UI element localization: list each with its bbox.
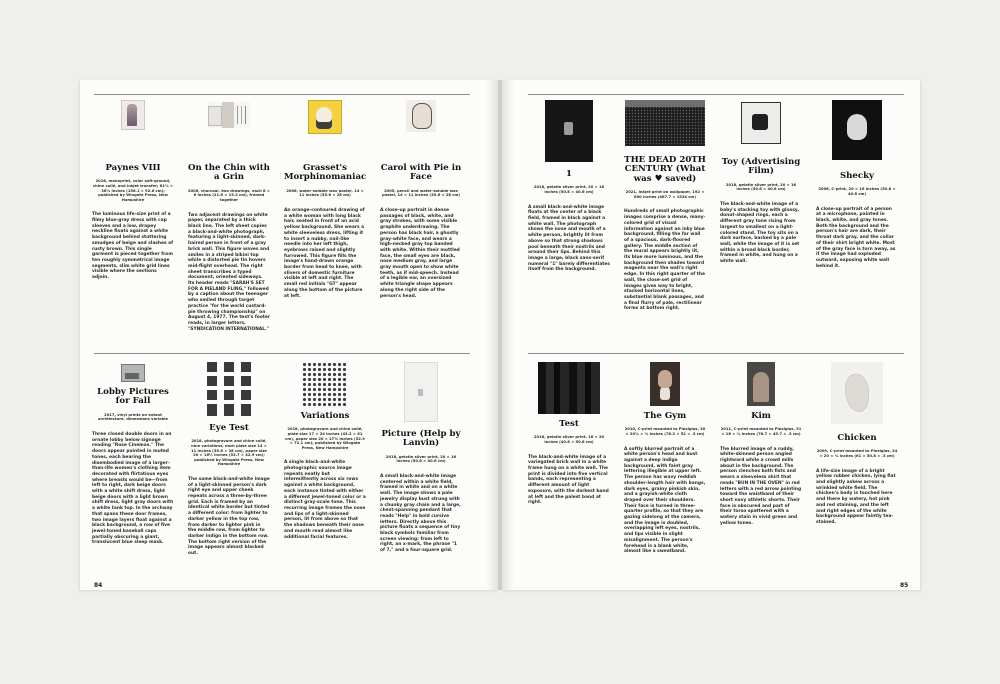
artwork-details: 2011, C-print mounted to Plexiglas, 31 × 18 × ⅛ inches (78.7 × 45.7 × .3 cm) (720, 427, 802, 436)
artwork-details: 2005, pencil and water-soluble wax pastel, 14 × 11 inches (35.6 × 28 cm) (382, 188, 460, 198)
artwork-description: The black-and-white image of a variegated brick wall in a white frame hung on a white wall. The print is divided into five vertical bands, each representing a different amount of light exposure, with the darkest band at left and the palest band at right. (528, 454, 609, 506)
artwork-title: Carol with Pie in Face (380, 163, 462, 183)
framed-photo-icon (545, 100, 593, 162)
artwork-description: A single black-and-white photographic source image repeats neatly but intermittently across six rows against a white background, each instance tinted with either a different jewel-toned color or a distinct gray-scale tone. This recurring image frames the nose and lips of a light-skinned person, lit from above so that the shadows beneath their nose and mouth read almost like additional facial features. (284, 460, 366, 540)
gym-portrait-icon (650, 362, 680, 406)
chicken-photo-icon (831, 362, 883, 424)
artwork-entry (188, 360, 270, 557)
left-page (80, 80, 498, 590)
artwork-title: Eye Test (209, 423, 249, 433)
grid-prints-icon (207, 362, 251, 416)
artwork-title: Shecky (839, 171, 875, 181)
artwork-title: THE DEAD 20TH CENTURY (What was ♥ saved) (624, 155, 706, 184)
artwork-details: 2018, gelatin silver print, 16 × 20 inches (40.6 × 50.8 cm) (533, 435, 605, 444)
artwork-title: Grasset's Morphinomaniac (284, 163, 367, 183)
artwork-details: 2018, gelatin silver print, 20 × 16 inches (50.8 × 40.6 cm) (385, 454, 457, 464)
artwork-title: Variations (300, 411, 350, 421)
artwork-entry (816, 100, 898, 269)
artwork-description: The luminous life-size print of a filmy blue-gray dress with cap sleeves and a low, drapey neckline floats against a white background behind stuttering smudges of beige and slashes of rusty brown. This single garment is pieced together from ten roughly symmetrical image segments, slim white grid lines visible where the sections adjoin. (92, 212, 174, 281)
artwork-description: A small black-and-white image floats at the center of a black field, framed in black against a white wall. The photograph shows the nose and mouth of a white person, brightly lit from above so that strong shadows pool beneath their nostrils and around their lips. Behind this image a large, black sans-serif numeral "1" barely differentiates itself from the background. (528, 204, 610, 273)
artwork-entry (624, 100, 706, 312)
wallpaper-photo-icon (625, 100, 705, 146)
artwork-description: The black-and-white image of a baby's stacking toy with glossy, donut-shaped rings, each a different gray tone rising from largest to smallest on a light-colored stand. The toy sits on a dark surface, backed by a pale wall, while the image of it is set within a broad black border, framed in white, and hung on a white wall. (720, 202, 800, 265)
portrait-painting-icon (308, 100, 342, 134)
artwork-description: The blurred image of a ruddy, white-skinned person angled rightward while a crowd mills about in the background. The person clenches both fists and wears a sleeveless shirt that reads "BUN IN THE OVEN" in red letters with a red arrow pointing toward the waistband of their short navy athletic shorts. Their face is obscured and part of their torso spattered with a watery stain in vivid green and yellow tones. (720, 446, 802, 526)
artwork-entry (92, 360, 174, 546)
artwork-description: The same black-and-white image of a light-skinned person's dark right eye and upper cheek repeats across a three-by-three grid. Each is framed by an identical white border but tinted a different color: from lighter to darker yellow in the top row, from darker to lighter pink in the middle row, from lighter to darker indigo in the bottom row. The bottom right version of the image appears almost blacked out. (188, 476, 270, 557)
artwork-title: 1 (566, 169, 572, 179)
artwork-details: 2009, C-print mounted to Plexiglas, 24 × 20 × ⅛ inches (61 × 50.8 × .3 cm) (816, 449, 898, 458)
toy-photo-icon (741, 102, 781, 144)
artwork-title: Paynes VIII (105, 163, 161, 173)
artwork-details: 2021, inkjet print on wallpaper, 192 × 600 inches (487.7 × 1524 cm) (625, 190, 705, 199)
artwork-entry (528, 100, 610, 273)
striped-photo-icon (538, 362, 600, 414)
artwork-title: Picture (Help by Lanvin) (381, 429, 461, 449)
artwork-description: An orange-contoured drawing of a white woman with long black hair, seated in front of an acid yellow background. She wears a white sleeveless dress, lifting it to insert a nubby, nail-like needle into her left thigh, eyebrows raised and slightly furrowed. This figure fills the image's hand-drawn orange border from head to knee, with slivers of domestic furniture visible at left and right. The small red initials "GT" appear along the bottom of the picture at left. (284, 208, 365, 299)
page-number: 85 (900, 582, 909, 589)
artwork-details: 2016, monoprint, color soft-ground, chine collé, and inkjet transfer; 61⅞ × 36⅞ inches (156.1 × 92.6 cm); published by Wingate Press, New Hampshire (92, 179, 173, 202)
framed-print-icon (404, 362, 438, 422)
artwork-entry (188, 100, 270, 332)
artwork-entry (284, 100, 366, 299)
doors-photo-icon (121, 364, 145, 382)
artwork-details: 2006, charcoal, two drawings, each 8 × 6 inches (21.6 × 15.2 cm), framed together (188, 188, 270, 202)
top-rule (94, 94, 470, 95)
page-number: 84 (94, 582, 103, 589)
mosaic-grid-icon (302, 362, 348, 408)
drawing-diptych-icon (208, 102, 250, 128)
artwork-title: Lobby Pictures for Fall (97, 387, 169, 407)
artwork-description: Two adjacent drawings on white paper, separated by a thick black line. The left sheet copies a black-and-white photograph, featuring a light-skinned, dark-haired person in front of a gray brick wall. This figure waves and smiles in a striped bikini top while a distorted pie tin hovers mid-flight overhead. The right sheet transcribes a typed document, oriented sideways. Its header reads "SARAH'S SET FOR A PIELAND FLING," followed by a caption about the teenager who smiled through target practice "for the world custard-pie throwing championship" on August 4, 1977. The text's footer reads, in larger letters, "SYNDICATION INTERNATIONAL." (188, 212, 271, 332)
artwork-entry (92, 100, 174, 281)
artwork-description: Hundreds of small photographic images comprise a dense, many-colored grid of visual information against an inky blue background, filling the far wall of a spacious, dark-floored gallery. The middle section of the mural appears brightly lit, its blue more luminous, and the background then shades toward magenta near the wall's right edge. In this right quarter of the wall, the close-set grid of images gives way to bright, stacked horizontal lines, substantial blank passages, and a final flurry of pale, rectilinear forms at bottom right. (624, 209, 706, 312)
top-rule (528, 94, 904, 95)
artwork-details: 2018, gelatin silver print, 20 × 16 inches (50.8 × 40.6 cm) (725, 182, 797, 192)
kim-portrait-icon (747, 362, 775, 406)
artwork-details: 2018, photogravure and chine collé, plate size 17 × 24 inches (43.2 × 61 cm), paper size 20 × 27⅝ inches (52.9 × 72.1 cm); published by Wingate Press, New Hampshire (285, 427, 365, 450)
right-page (502, 80, 920, 590)
artwork-description: A close-up portrait in dense passages of black, white, and gray strokes, with some visible graphite underdrawing. The person has black hair, a ghostly gray-white face, and wears a high-necked gray top banded with white. Within their mottled face, the small eyes are black, nose medium gray, and large gray mouth open to show white teeth, as if mid-speech. Instead of a legible ear, an oversized white triangle shape appears along the right side of the person's head. (380, 208, 460, 299)
artwork-description: A life-size image of a bright yellow rubber chicken, lying flat and slightly askew across a wrinkled white field. The chicken's body is touched here and there by watery, hot pink and red staining, and the left and right edges of the white background appear faintly tea-stained. (816, 468, 896, 525)
artwork-entry (624, 360, 706, 555)
artwork-details: 2018, photogravure and chine collé, nine variations, each plate size 14 × 11 inches (35.6 × 28 cm), paper size 20 × 16½ inches (52.7 × 42.9 cm); published by Wingate Press, New Hampshire (191, 439, 267, 467)
artwork-entry (380, 360, 462, 554)
middle-rule (94, 353, 470, 354)
artwork-title: Test (559, 419, 579, 429)
portrait-photo-icon (832, 100, 882, 160)
middle-rule (528, 353, 904, 354)
artwork-description: A close-up portrait of a person at a microphone, painted in black, white, and gray tones. Both the background and the person's hair are dark, their throat dark gray, and the collar of their shirt bright white. Most of the gray face is torn away, as if the image had exploded outward, exposing white wall behind it. (816, 206, 896, 269)
artwork-details: 2006, C-print, 20 × 16 inches (50.8 × 40.6 cm) (818, 187, 896, 196)
artwork-details: 2018, gelatin silver print, 20 × 16 inches (50.8 × 40.6 cm) (533, 185, 605, 194)
artwork-entry (380, 100, 462, 299)
dress-artwork-icon (121, 100, 145, 130)
artwork-title: The Gym (643, 411, 687, 421)
artwork-entry (528, 360, 610, 506)
artwork-title: Chicken (837, 433, 877, 443)
artwork-description: Three closed double doors in an ornate lobby below signage reading "Rose Cinemas." The doors appear painted in muted tones, each bearing the disembodied image of a larger-than-life women's clothing item decorated with flirtatious eyes where breasts would be—from left to right, dark beige doors with a white shift dress, light beige doors with a light brown shift dress, light gray doors with a white tank top. In the archway that spans these door frames, two image layers float against a black background, a row of five jewel-toned baseball caps partially obscuring a giant, translucent blue sleep mask. (92, 432, 174, 546)
artwork-description: A small black-and-white image centered within a white field, framed in white and on a white wall. The image shows a pale jewelry display bust strung with a chunky gray chain and a large, chest-spanning pendant that reads "Help" in bold cursive letters. Directly above this picture floats a sequence of tiny black symbols familiar from screen viewing: from left to right, an x-mark, the phrase "1 of 7," and a four-square grid. (380, 474, 461, 554)
face-drawing-icon (406, 100, 436, 132)
artwork-entry (816, 360, 898, 526)
artwork-details: 2010, C-print mounted to Plexiglas, 30 × 20⅞ × ⅛ inches (76.2 × 52 × .3 cm) (624, 427, 706, 436)
artwork-entry (720, 100, 802, 265)
artwork-entry (720, 360, 802, 526)
artwork-entry (284, 360, 366, 540)
artwork-details: 2017, vinyl prints on extant architecture, dimensions variable (97, 412, 169, 422)
artwork-title: Kim (751, 411, 771, 421)
artwork-description: A softly blurred portrait of a white person's head and bust against a deep indigo background, with faint gray lettering illegible at upper left. The person has wavy reddish shoulder-length hair with bangs, dark eyes, grainy pinkish skin, and a grayish-white cloth draped over their shoulders. Their face is turned in three-quarter profile, so that they are gazing sidelong at the camera, and the image is doubled, overlapping left eyes, nostrils, and lips visible in slight misalignment. The person's forehead is a blank white, almost like a sweatband. (624, 446, 706, 555)
artwork-title: On the Chin with a Grin (188, 163, 270, 183)
artwork-title: Toy (Advertising Film) (721, 157, 801, 177)
book-gutter (486, 80, 514, 590)
artwork-details: 2006, water-soluble wax pastel, 14 × 11 inches (35.6 × 28 cm) (286, 188, 364, 198)
